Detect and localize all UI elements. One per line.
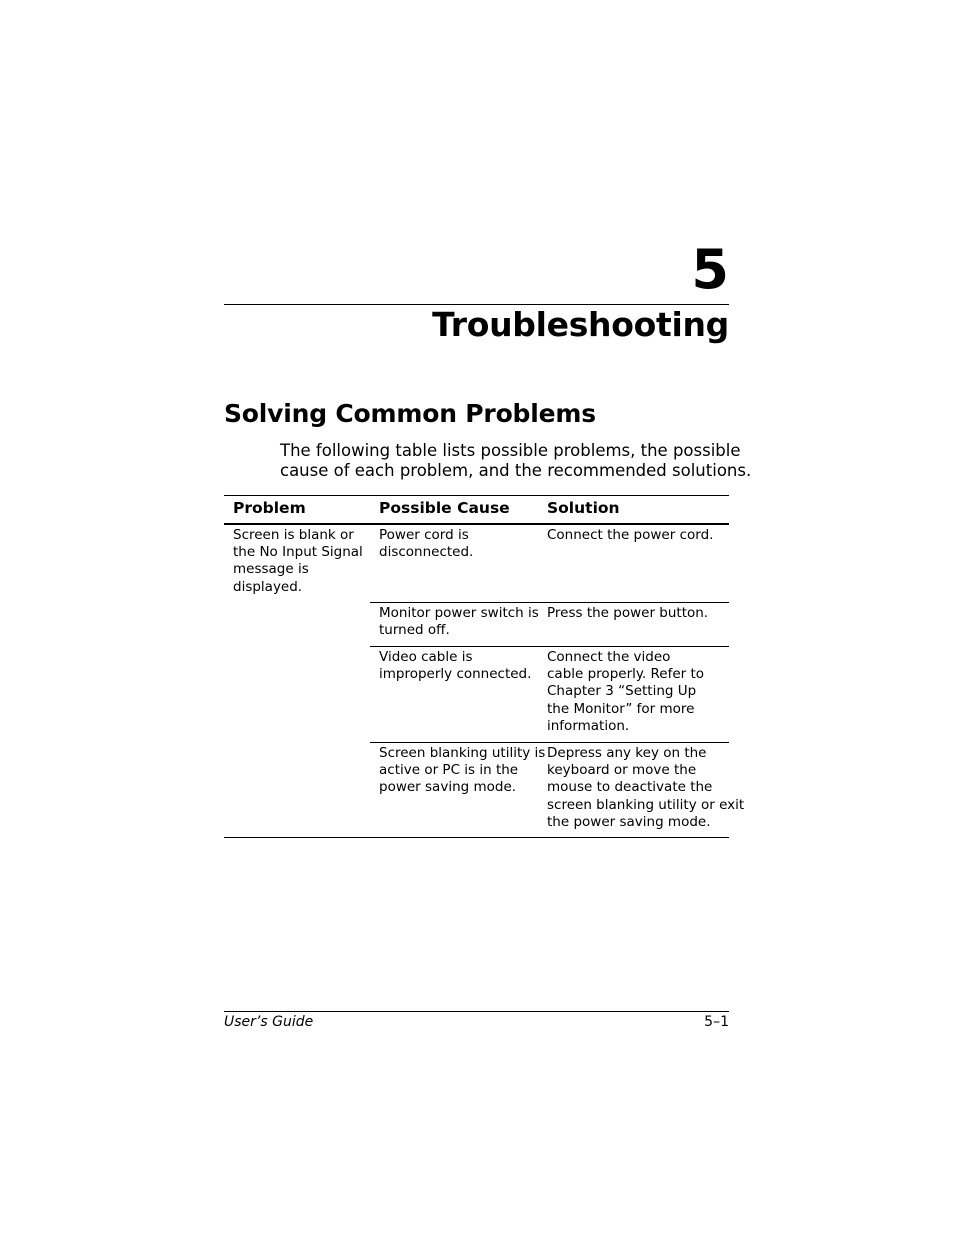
table-header-row	[224, 496, 729, 525]
cause-cell	[370, 525, 538, 602]
problem-line: the No Input Signal	[233, 544, 363, 561]
intro-paragraph	[280, 441, 752, 481]
solution-cell	[538, 743, 745, 837]
cause-line: active or PC is in the	[379, 762, 519, 779]
problem-line: Screen is blank or	[233, 527, 354, 543]
solution-line: the Monitor” for more	[547, 700, 695, 717]
header-solution: Solution	[547, 499, 620, 517]
intro-line: cause of each problem, and the recommended solutions.	[280, 461, 752, 480]
table-row	[370, 603, 729, 647]
cause-cell	[370, 603, 538, 646]
cause-line: turned off.	[379, 622, 450, 639]
solution-line: information.	[547, 717, 630, 734]
solution-line: Depress any key on the	[547, 745, 707, 761]
cause-cell	[370, 647, 538, 742]
solution-cell	[538, 525, 729, 602]
footer-guide-title: User’s Guide	[224, 1014, 314, 1030]
solution-line: Connect the power cord.	[547, 527, 714, 543]
cause-line: Monitor power switch is	[379, 605, 539, 621]
problem-line: displayed.	[233, 578, 303, 595]
solution-cell	[538, 647, 729, 742]
cause-line: power saving mode.	[379, 779, 517, 796]
solution-line: Connect the video	[547, 649, 671, 665]
table-row	[370, 647, 729, 743]
cause-line: disconnected.	[379, 544, 474, 561]
cause-line: Screen blanking utility is	[379, 745, 546, 761]
solution-line: Chapter 3 “Setting Up	[547, 683, 697, 700]
chapter-title: Troubleshooting	[432, 305, 729, 344]
table-row	[370, 525, 729, 603]
solution-line: screen blanking utility or exit	[547, 796, 745, 813]
footer-rule	[224, 1011, 729, 1012]
solution-line: mouse to deactivate the	[547, 779, 713, 796]
page-number: 5–1	[704, 1014, 729, 1030]
header-problem: Problem	[233, 499, 306, 517]
solution-line: cable properly. Refer to	[547, 666, 705, 683]
intro-line: The following table lists possible problems, the possible	[280, 441, 741, 460]
chapter-number: 5	[691, 238, 729, 301]
cause-cell	[370, 743, 546, 837]
cause-line: Video cable is	[379, 649, 473, 665]
solution-cell	[538, 603, 729, 646]
solution-line: Press the power button.	[547, 605, 709, 621]
solution-line: the power saving mode.	[547, 813, 711, 830]
problem-cell	[224, 525, 370, 837]
solution-line: keyboard or move the	[547, 762, 697, 779]
cause-solution-column	[370, 525, 745, 837]
table-row	[370, 743, 745, 837]
header-possible-cause: Possible Cause	[379, 499, 510, 517]
cause-line: improperly connected.	[379, 666, 532, 683]
section-heading: Solving Common Problems	[224, 399, 596, 428]
troubleshooting-table	[224, 495, 745, 838]
problem-line: message is	[233, 561, 309, 578]
table-body	[224, 525, 745, 837]
cause-line: Power cord is	[379, 527, 469, 543]
